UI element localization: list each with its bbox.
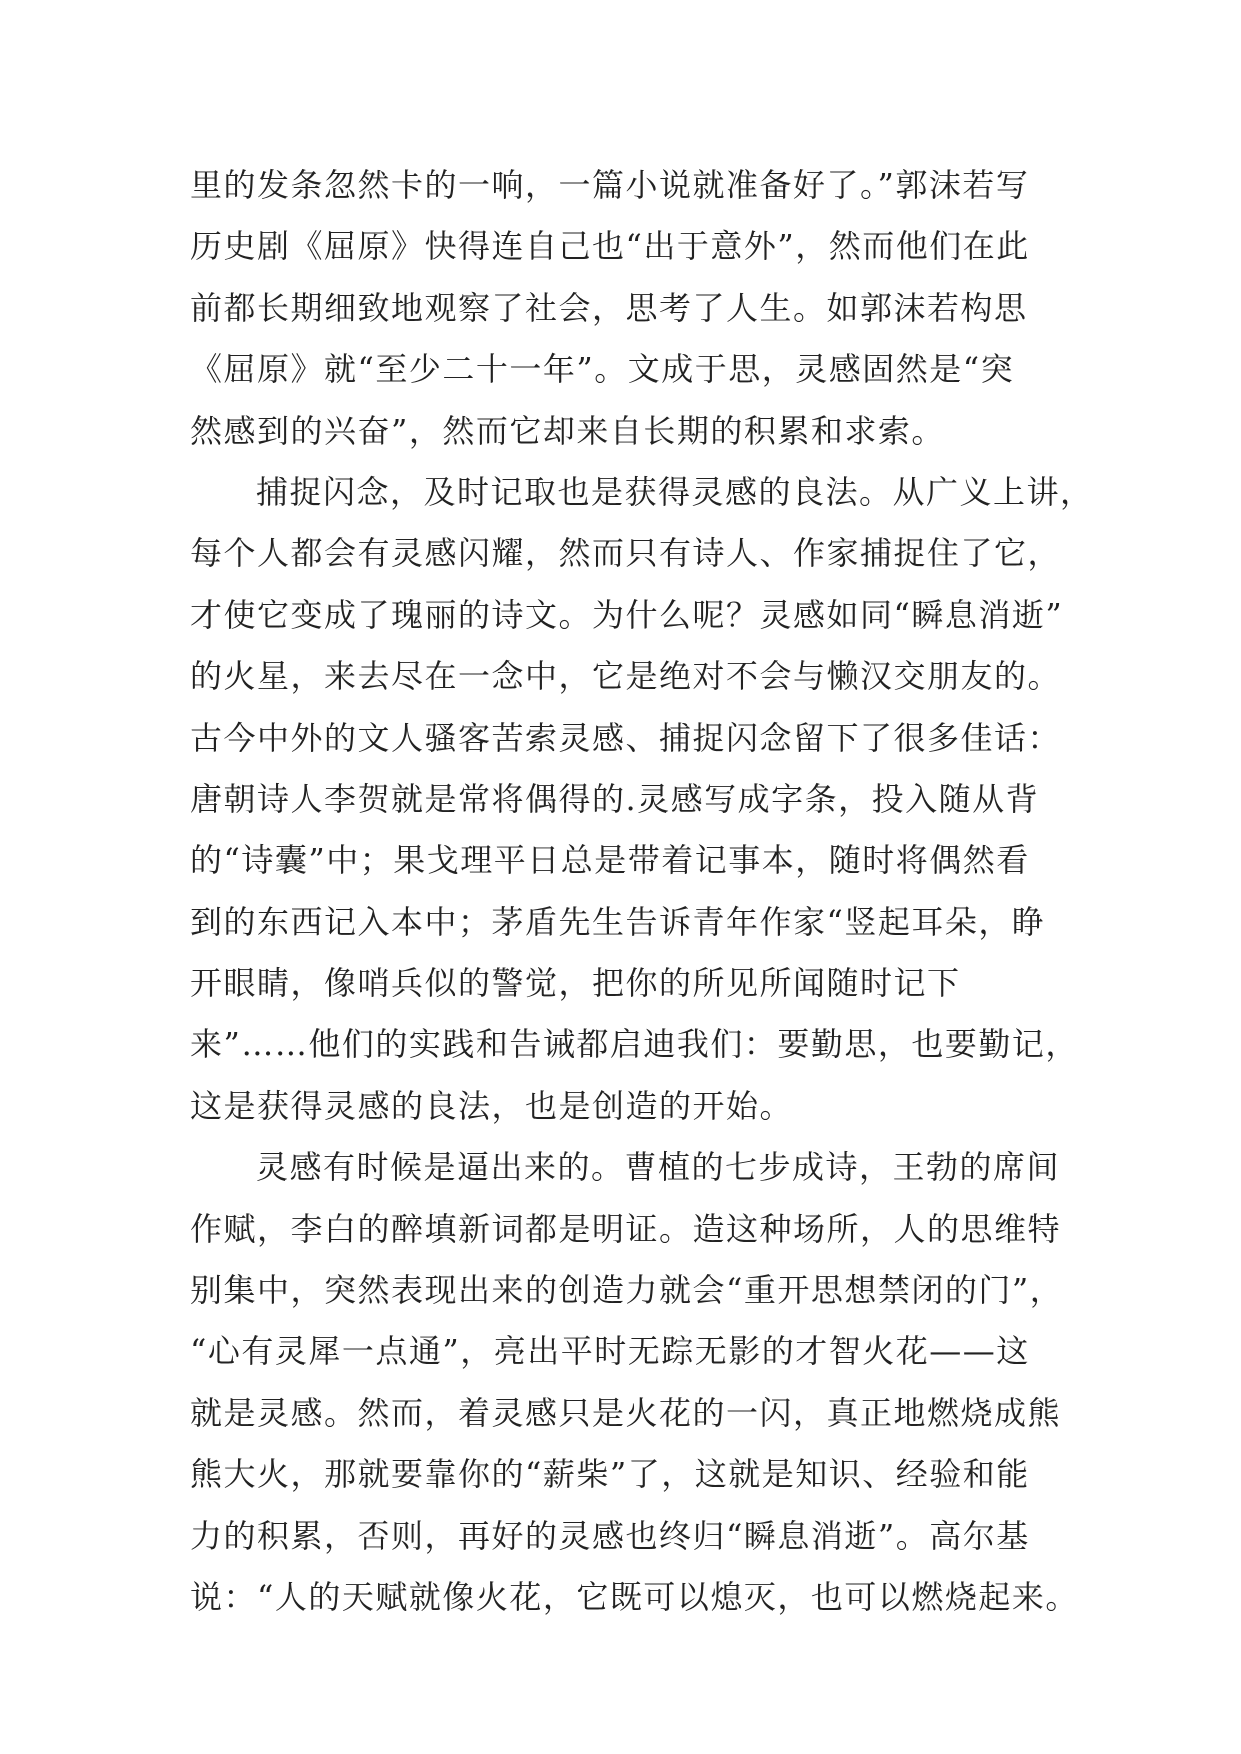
text-line: 来”……他们的实践和告诫都启迪我们：要勤思，也要勤记， [190, 1025, 1079, 1064]
paragraph-first-line: 灵感有时候是逼出来的。曹植的七步成诗，王勃的席间 [256, 1148, 1061, 1187]
text-line: 别集中，突然表现出来的创造力就会“重开思想禁闭的门”， [190, 1271, 1064, 1310]
text-line: 才使它变成了瑰丽的诗文。为什么呢？灵感如同“瞬息消逝” [190, 595, 1064, 634]
text-line: 到的东西记入本中；茅盾先生告诉青年作家“竖起耳朵，睁 [190, 902, 1046, 941]
body-text [190, 155, 1094, 1628]
text-line: 就是灵感。然而，着灵感只是火花的一闪，真正地燃烧成熊 [190, 1393, 1062, 1432]
text-line: 唐朝诗人李贺就是常将偶得的.灵感写成字条，投入随从背 [190, 779, 1040, 818]
text-line: 前都长期细致地观察了社会，思考了人生。如郭沫若构思 [190, 288, 1028, 327]
text-line: 说：“人的天赋就像火花，它既可以熄灭，也可以燃烧起来。 [190, 1577, 1079, 1616]
text-line: 开眼睛，像哨兵似的警觉，把你的所见所闻随时记下 [190, 964, 961, 1003]
text-line: 力的积累，否则，再好的灵感也终归“瞬息消逝”。高尔基 [190, 1516, 1030, 1555]
text-line: 然感到的兴奋”，然而它却来自长期的积累和求索。 [190, 411, 945, 450]
text-line: 这是获得灵感的良法，也是创造的开始。 [190, 1086, 794, 1125]
text-line: 《屈原》就“至少二十一年”。文成于思，灵感固然是“突 [190, 350, 1015, 389]
text-line: 的火星，来去尽在一念中，它是绝对不会与懒汉交朋友的。 [190, 657, 1062, 696]
text-line: 的“诗囊”中；果戈理平日总是带着记事本，随时将偶然看 [190, 841, 1030, 880]
text-line: “心有灵犀一点通”，亮出平时无踪无影的才智火花——这 [190, 1332, 1030, 1371]
text-line: 作赋，李白的醉填新词都是明证。造这种场所，人的思维特 [190, 1209, 1062, 1248]
text-line: 古今中外的文人骚客苦索灵感、捕捉闪念留下了很多佳话： [190, 718, 1062, 757]
text-line: 历史剧《屈原》快得连自己也“出于意外”，然而他们在此 [190, 227, 1030, 266]
text-line: 熊大火，那就要靠你的“薪柴”了，这就是知识、经验和能 [190, 1455, 1030, 1494]
paragraph-first-line: 捕捉闪念，及时记取也是获得灵感的良法。从广义上讲， [256, 472, 1094, 511]
text-line: 每个人都会有灵感闪耀，然而只有诗人、作家捕捉住了它， [190, 534, 1062, 573]
text-line: 里的发条忽然卡的一响，一篇小说就准备好了。”郭沫若写 [190, 166, 1030, 204]
